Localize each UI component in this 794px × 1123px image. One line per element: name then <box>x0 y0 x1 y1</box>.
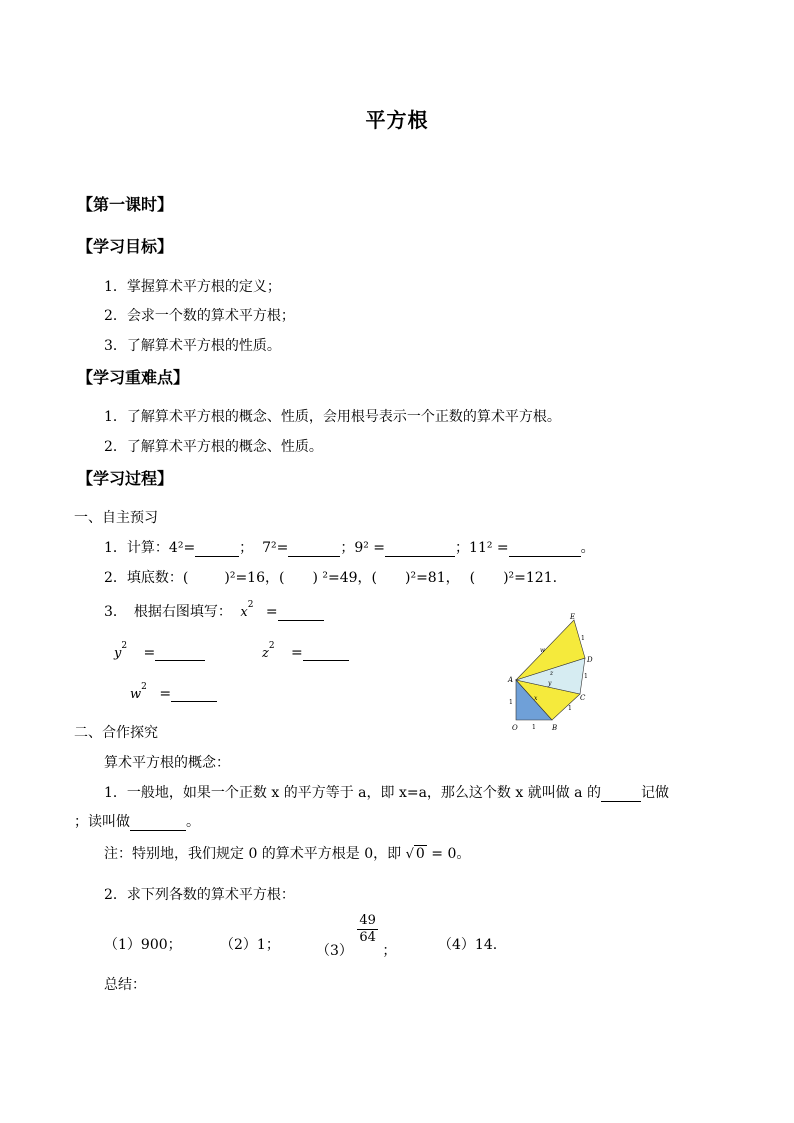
label-one: 1 <box>568 705 572 712</box>
goal-item: 3．了解算术平方根的性质。 <box>104 338 281 354</box>
q3-row: 3． 根据右图填写： $x^2$ = <box>104 600 324 621</box>
label-a: A <box>508 676 514 684</box>
section-cooperate: 二、合作探究 <box>74 725 158 741</box>
label-one: 1 <box>509 699 513 706</box>
label-y: y <box>548 680 552 687</box>
label-d: D <box>587 656 593 664</box>
label-b: B <box>552 724 558 732</box>
label-one: 1 <box>581 635 585 642</box>
answer-blank[interactable] <box>385 542 455 557</box>
label-w: w <box>540 647 546 654</box>
q4-item-3: （3） $\frac{49}{64}$ ； <box>316 913 397 959</box>
question-2: 2．求下列各数的算术平方根： <box>104 887 295 903</box>
q3-z-row: $z^2$ = <box>262 641 349 661</box>
answer-blank[interactable] <box>130 816 186 831</box>
label-one: 1 <box>584 673 588 680</box>
answer-blank[interactable] <box>278 606 324 621</box>
summary-label: 总结： <box>104 977 146 993</box>
label-e: E <box>570 613 576 621</box>
q4-item-1: （1）900； <box>104 937 182 953</box>
answer-blank[interactable] <box>509 542 581 557</box>
definition-line-1: 1．一般地，如果一个正数 x 的平方等于 a，即 x=a，那么这个数 x 就叫做 a 的 记做 <box>104 785 669 801</box>
note-line: 注：特别地，我们规定 0 的算术平方根是 0，即 √ 0 = 0。 <box>104 846 471 862</box>
section-self-study: 一、自主预习 <box>74 510 158 526</box>
lesson-heading: 【第一课时】 <box>77 195 174 214</box>
concept-heading: 算术平方根的概念： <box>104 755 230 771</box>
page-title: 平方根 <box>365 108 429 132</box>
fraction: $\frac{49}{64}$ <box>359 913 376 945</box>
q3-w-row: $w^2$ = <box>130 682 217 702</box>
goal-item: 2．会求一个数的算术平方根； <box>104 308 295 324</box>
q4-item-4: （4）14. <box>438 937 498 953</box>
q4-item-2: （2）1； <box>220 937 280 953</box>
label-c: C <box>580 694 586 702</box>
goals-heading: 【学习目标】 <box>77 237 174 256</box>
definition-line-2: ；读叫做 。 <box>74 814 200 830</box>
process-heading: 【学习过程】 <box>77 469 174 488</box>
keypoint-item: 2．了解算术平方根的概念、性质。 <box>104 439 323 455</box>
answer-blank[interactable] <box>601 787 641 802</box>
label-x: x <box>534 695 538 702</box>
answer-blank[interactable] <box>288 542 340 557</box>
keypoints-heading: 【学习重难点】 <box>77 368 190 387</box>
label-o: O <box>512 724 518 732</box>
q1-row: 1．计算：4²= ； 7²= ；9² = ；11² = 。 <box>104 540 595 556</box>
answer-blank[interactable] <box>155 646 205 661</box>
q2-row: 2．填底数：( )²=16，( ) ²=49，( )²=81， ( )²=121. <box>104 570 558 586</box>
label-one: 1 <box>532 724 536 731</box>
answer-blank[interactable] <box>171 687 217 702</box>
keypoint-item: 1．了解算术平方根的概念、性质，会用根号表示一个正数的算术平方根。 <box>104 409 561 425</box>
q3-y-row: $y^2$ = <box>114 641 205 661</box>
goal-item: 1．掌握算术平方根的定义； <box>104 279 281 295</box>
triangle-spiral-figure <box>504 612 604 736</box>
answer-blank[interactable] <box>303 646 349 661</box>
label-z: z <box>550 670 554 677</box>
answer-blank[interactable] <box>195 542 239 557</box>
